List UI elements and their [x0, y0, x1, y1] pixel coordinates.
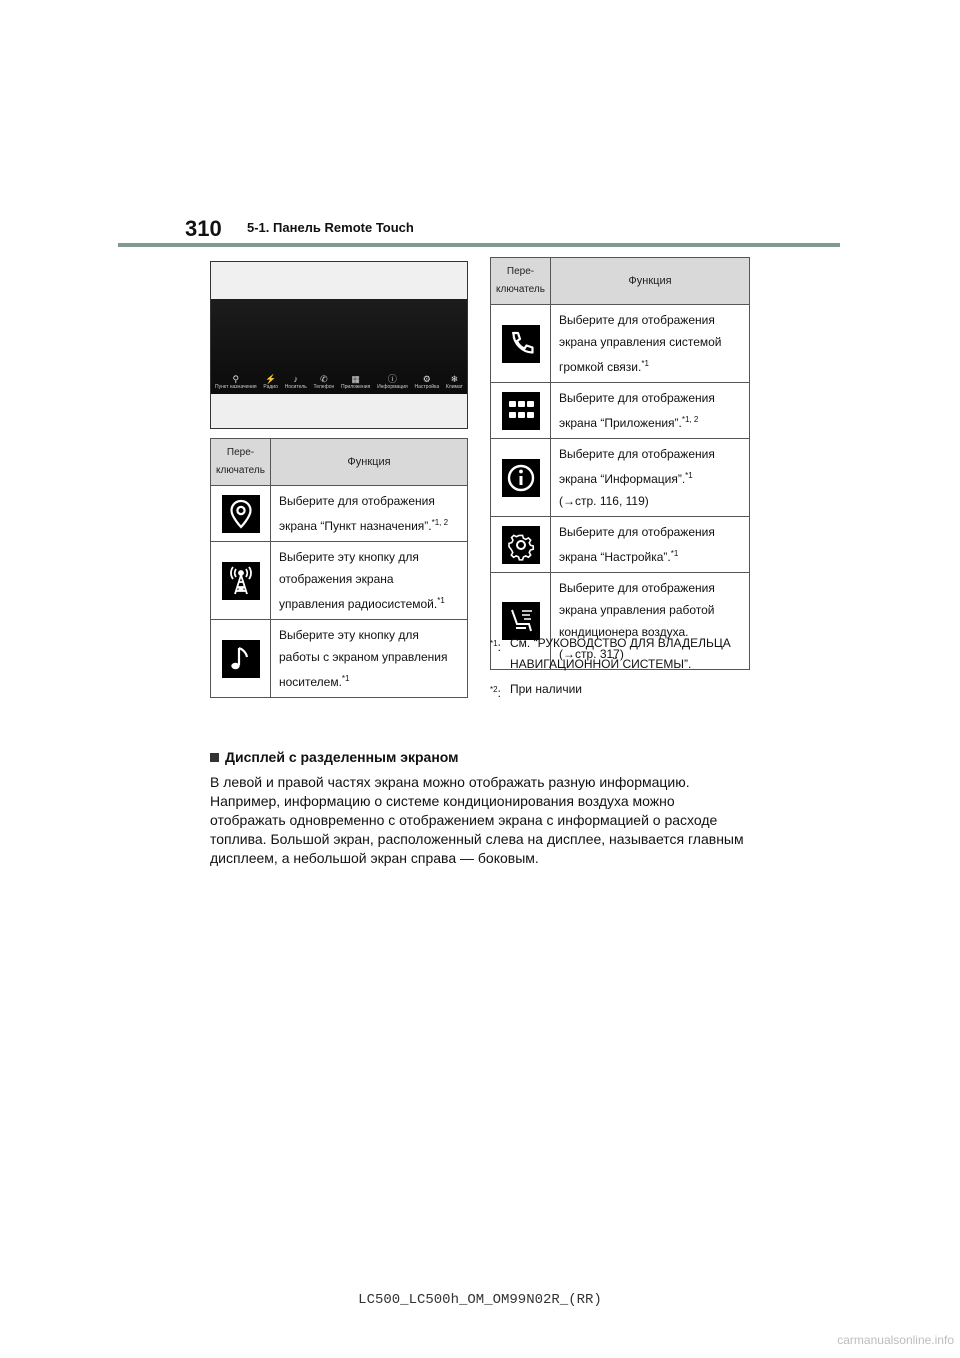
- radio-tower-icon: [222, 562, 260, 600]
- table-row: [491, 439, 750, 517]
- map-pin-icon: [222, 495, 260, 533]
- footnote-mark: *2: [490, 685, 498, 694]
- footnote-ref: *1: [437, 596, 445, 605]
- music-note-icon: [222, 640, 260, 678]
- switch-column-header: Пере- ключатель: [211, 439, 271, 486]
- table-row: [211, 620, 468, 698]
- screen-menu-icon: ⚡: [265, 374, 277, 384]
- screen-menu-icon: ▦: [351, 374, 360, 384]
- screen-menu-icon: ♪: [293, 374, 298, 384]
- footnote-ref: *1, 2: [431, 518, 449, 527]
- table-row: [211, 542, 468, 620]
- function-table-right: [490, 257, 750, 670]
- screen-menu-label: Носитель: [284, 384, 307, 390]
- page-reference: (→стр. 317): [559, 647, 624, 661]
- apps-grid-icon: [502, 392, 540, 430]
- page-number: 310: [185, 216, 222, 241]
- footnote-ref: *1: [685, 471, 693, 480]
- function-cell: Выберите эту кнопку для отображения экрана управления радиосистемой.$^{*1}$: [271, 542, 468, 620]
- table-row: [491, 517, 750, 573]
- function-cell: Выберите эту кнопку для работы с экраном управления носителем.$^{*1}$: [271, 620, 468, 698]
- switch-cell: [211, 486, 271, 542]
- table-header-row: [211, 439, 468, 486]
- footnote-ref: *1: [641, 359, 649, 368]
- switch-column-header: Пере- ключатель: [491, 258, 551, 305]
- screen-menu-item: [341, 374, 370, 390]
- screen-menu-label: Радио: [263, 384, 278, 390]
- screen-menu-item: [377, 374, 408, 390]
- section-title: 5-1. Панель Remote Touch: [247, 220, 414, 235]
- footnotes: [490, 633, 750, 704]
- screen-menu-item: [446, 374, 463, 390]
- screen-menu-icon: ⓘ: [387, 374, 397, 384]
- table-row: [491, 305, 750, 383]
- function-cell: Выберите для отображения экрана “Пункт назначения”.$^{*1, 2}$: [271, 486, 468, 542]
- footnote-ref: *1: [670, 549, 679, 558]
- body-paragraph: В левой и правой частях экрана можно отображать разную информацию. Например, информацию о системе кондиционирования воздуха можно отображать одновременно с отображением экрана с информацией о расходе топлива. Большой экран, расположенный слева на дисплее, называется главным дисплеем, а небольшой экран справа — боковым.: [210, 774, 744, 866]
- table-row: [491, 383, 750, 439]
- function-cell: Выберите для отображения экрана управления системой громкой связи.$^{*1}$: [551, 305, 750, 383]
- screen-menu-bar: [215, 374, 463, 390]
- screen-menu-item: [314, 374, 335, 390]
- switch-cell: [491, 517, 551, 573]
- screen-menu-icon: ✆: [320, 374, 328, 384]
- footer-code: LC500_LC500h_OM_OM99N02R_(RR): [358, 1292, 602, 1308]
- screen-top-band: [211, 262, 467, 299]
- screen-menu-label: Приложения: [341, 384, 371, 390]
- function-table-left: [210, 438, 468, 698]
- function-column-header: Функция: [271, 439, 468, 486]
- function-column-header: Функция: [551, 258, 750, 305]
- switch-cell: [491, 383, 551, 439]
- screen-menu-icon: ⚙: [422, 374, 431, 384]
- function-cell: Выберите для отображения экрана “Настройка”.$^{*1}$: [551, 517, 750, 573]
- header-rule: [118, 243, 840, 247]
- display-screenshot: [210, 261, 468, 429]
- footnote-ref: *1: [341, 674, 350, 683]
- screen-menu-label: Настройка: [414, 384, 440, 390]
- footnote-mark: *1: [490, 639, 498, 648]
- watermark: carmanualsonline.info: [837, 1333, 954, 1347]
- screen-menu-label: Информация: [377, 384, 408, 390]
- function-cell: Выберите для отображения экрана “Приложения”.$^{*1, 2}$: [551, 383, 750, 439]
- footnote: $^{*1}$: См. “РУКОВОДСТВО ДЛЯ ВЛАДЕЛЬЦА НАВИГАЦИОННОЙ СИСТЕМЫ”.: [490, 633, 750, 675]
- screen-bottom-band: [211, 394, 467, 428]
- screen-menu-label: Пункт назначения: [215, 384, 257, 390]
- switch-cell: [211, 542, 271, 620]
- screen-menu-icon: ⚲: [232, 374, 240, 384]
- info-icon: [502, 459, 540, 497]
- function-cell: Выберите для отображения экрана “Информация”.$^{*1}$ (→стр. 116, 119): [551, 439, 750, 517]
- table-header-row: [491, 258, 750, 305]
- page-reference: (→стр. 116, 119): [559, 494, 649, 508]
- screen-menu-item: [285, 374, 307, 390]
- screen-menu-label: Климат: [445, 384, 463, 390]
- screen-menu-icon: ❄: [450, 374, 459, 384]
- screen-menu-label: Телефон: [313, 384, 335, 390]
- screen-dark-area: [211, 299, 467, 394]
- footnote: $^{*2}$: При наличии: [490, 679, 750, 704]
- screen-menu-item: [414, 374, 439, 390]
- switch-cell: [491, 439, 551, 517]
- table-row: [211, 486, 468, 542]
- section-heading: Дисплей с разделенным экраном: [210, 749, 459, 765]
- footnote-ref: *1, 2: [681, 415, 699, 424]
- footnote-text: См. “РУКОВОДСТВО ДЛЯ ВЛАДЕЛЬЦА НАВИГАЦИОННОЙ СИСТЕМЫ”.: [510, 636, 731, 671]
- gear-icon: [502, 526, 540, 564]
- screen-menu-item: [215, 374, 257, 390]
- switch-cell: [491, 305, 551, 383]
- phone-icon: [502, 325, 540, 363]
- square-bullet-icon: [210, 753, 219, 762]
- footnote-text: При наличии: [510, 682, 582, 696]
- function-cell: Выберите для отображения экрана управления работой кондиционера воздуха. (→стр. 317): [551, 573, 750, 670]
- screen-menu-item: [263, 374, 277, 390]
- switch-cell: [211, 620, 271, 698]
